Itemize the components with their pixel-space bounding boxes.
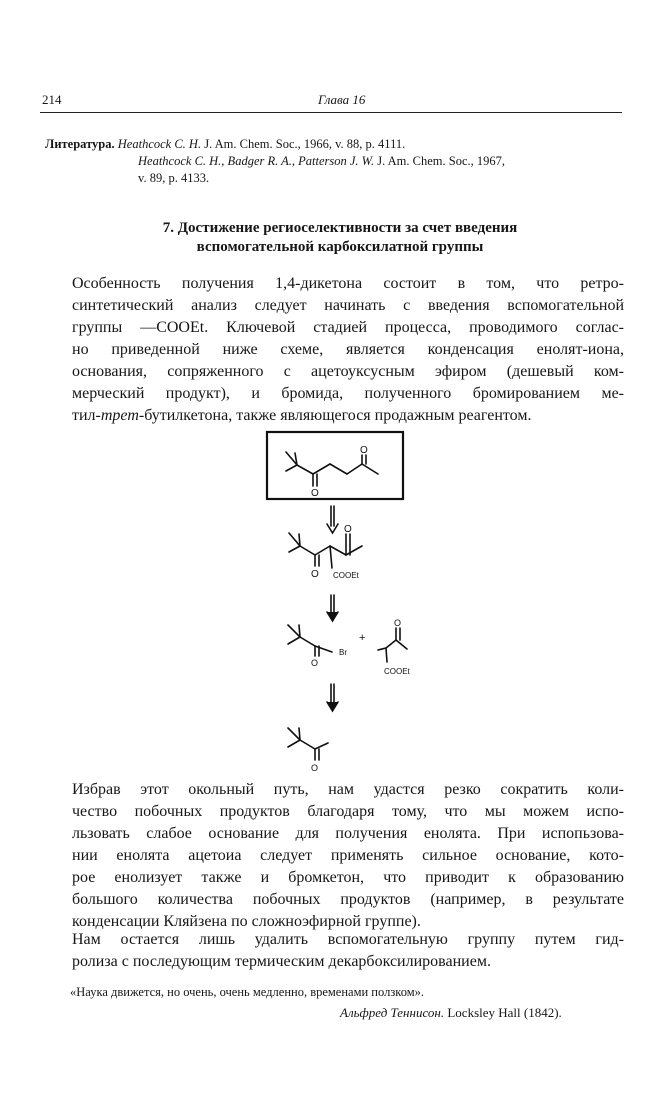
epigraph-quote: «Наука движется, но очень, очень медленно, временами ползком». [70,985,424,999]
ref-authors: Heathcock C. H. [117,137,202,151]
retro-arrow-1 [327,506,338,533]
label-o: O [311,569,319,580]
paragraph-line: большого количества побочных продуктов (например, в результате [72,891,624,908]
paragraph-line: синтетический анализ следует начинать с введения вспомогательной [72,297,624,314]
paragraph-line: чество побочных продуктов благодаря тому, что мы можем испо- [72,803,624,820]
label-o: O [344,524,352,535]
retro-arrow-3 [327,684,338,711]
target-molecule [286,452,378,486]
label-o: O [360,445,368,456]
retro-arrow-2 [327,595,338,621]
label-cooet: COOEt [384,667,410,676]
attribution-source: Locksley Hall (1842). [447,1005,562,1020]
ref-authors: Heathcock C. H., Badger R. A., Patterson J. W. [138,154,375,168]
label-o: O [311,658,319,668]
bromoketone-molecule [288,625,332,656]
label-o: O [394,618,402,628]
paragraph-line: Особенность получения 1,4-дикетона состоит в том, что ретро- [72,275,624,292]
paragraph-line: Нам остается лишь удалить вспомогательную группу путем гид- [72,931,624,948]
pinacolone-molecule [288,728,328,760]
paragraph-line: но приведенной ниже схеме, является конденсация енолят-иона, [72,341,624,358]
chapter-title: Глава 16 [318,92,366,107]
paragraph-line: конденсации Кляйзена по сложноэфирной группе). [72,913,421,930]
page-number: 214 [42,92,62,107]
ref-text: v. 89, p. 4133. [138,171,210,185]
epigraph-attribution [340,1005,562,1021]
label-cooet: COOEt [333,571,359,580]
label-o: O [311,763,319,773]
ketoester-molecule [289,533,362,568]
label-plus: + [359,632,366,644]
paragraph-line: основания, сопряженного с ацетоуксусным эфиром (дешевый ком- [72,363,624,380]
paragraph-line: рое енолизует также и бромкетон, что приводит к образованию [72,869,624,886]
paragraph-line: тил-трет-бутилкетона, также являющегося продажным реагентом. [72,407,532,424]
italic-term: трет [100,407,139,424]
section-heading-line-2: вспомогательной карбоксилатной группы [196,239,484,255]
label-br: Br [339,648,347,657]
label-o: O [311,488,319,499]
ref-text: J. Am. Chem. Soc., 1966, v. 88, p. 4111. [204,137,406,151]
section-heading-line-1: 7. Достижение региоселективности за счет введения [162,220,518,236]
ref-text: J. Am. Chem. Soc., 1967, [377,154,505,168]
paragraph-line: группы —COOEt. Ключевой стадией процесса, проводимого соглас- [72,319,624,336]
paragraph-line: Избрав этот окольный путь, нам удастся резко сократить коли- [72,781,624,798]
attribution-author: Альфред Теннисон. [340,1005,445,1020]
paragraph-2 [72,779,624,933]
paragraph-line: нии енолята ацетоиа следует применять сильное основание, кото- [72,847,624,864]
acetoacetate-molecule [378,628,407,662]
paragraph-3 [72,929,624,973]
target-box [267,432,403,499]
literature-label: Литература. [45,137,115,151]
paragraph-line: льзовать слабое основание для получения енолята. При испопьзова- [72,825,624,842]
paragraph-line: ролиза с последующим термическим декарбоксилированием. [72,953,491,970]
paragraph-line: мерческий продукт), и бромида, полученного бромированием ме- [72,385,624,402]
